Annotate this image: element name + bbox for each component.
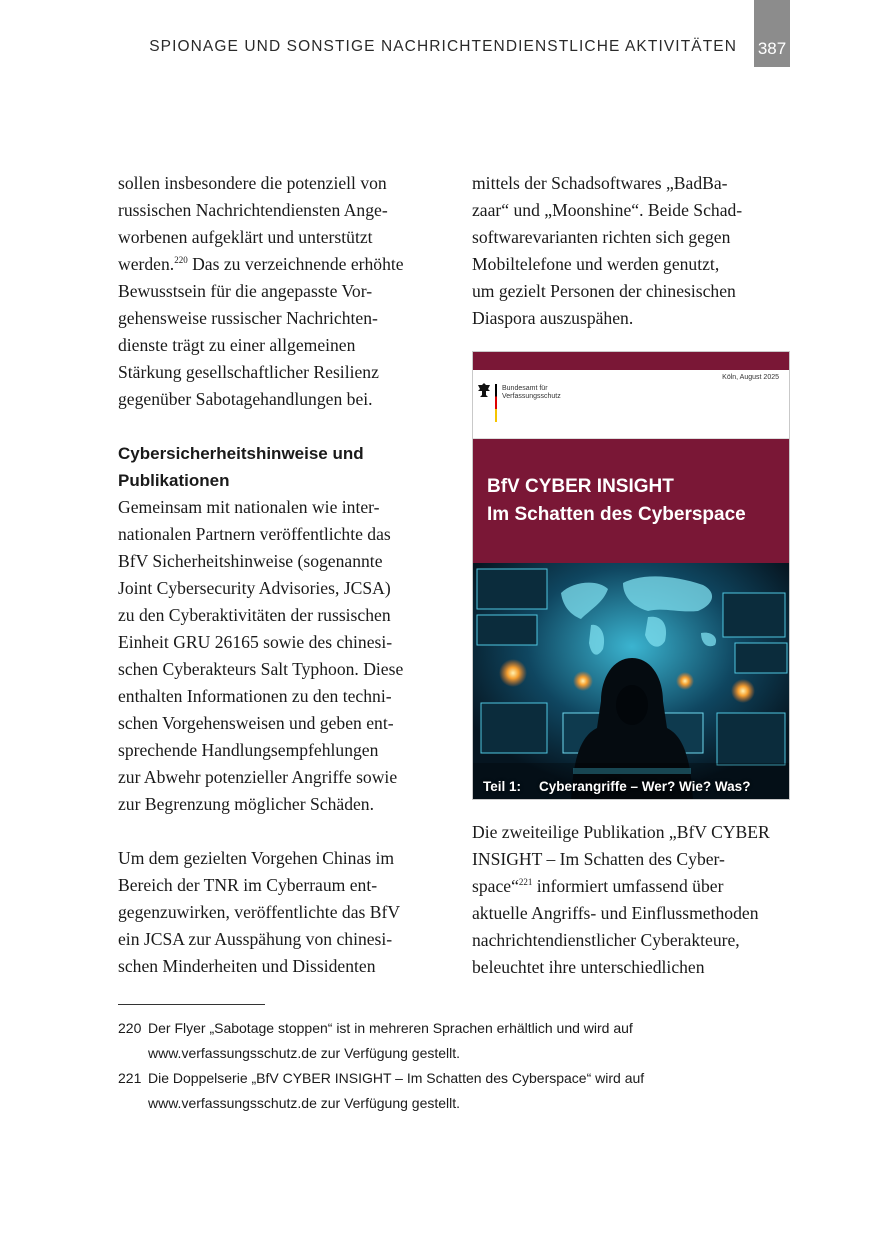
paragraph-china-tnr: Um dem gezielten Vorgehen Chinas im Bereich der TNR im Cyberraum ent- gegenzuwirken, veröffentlichte das BfV ein JCSA zur Ausspähung von chinesi- schen Minderheiten und Dissidenten (118, 848, 401, 976)
cover-header (473, 370, 789, 439)
footnote-220: 220 Der Flyer „Sabotage stoppen“ ist in mehreren Sprachen erhältlich und wird auf www.verfassungsschutz.de zur Verfügung gestellt. (118, 1020, 633, 1061)
cover-top-bar (473, 352, 789, 370)
footnote-divider (118, 1004, 265, 1005)
footnotes (118, 1016, 758, 1116)
paragraph-jcsa: Gemeinsam mit nationalen wie inter- nationalen Partnern veröffentlichte das BfV Sicherheitshinweise (sogenannte Joint Cybersecurity Advisories, JCSA) zu den Cyberaktivitäten der russischen Einheit GRU 26165 sowie des chinesi- schen Cyberakteurs Salt Typhoon. Diese enthalten Informationen zu den techni- schen Vorgehensweisen und geben ent- sprechende Handlungsempfehlungen zur Abwehr potenzieller Angriffe sowie zur Begrenzung möglicher Schäden. (118, 497, 404, 814)
cover-illustration (473, 563, 789, 800)
publication-cover-image (472, 351, 790, 800)
footnote-221: 221 Die Doppelserie „BfV CYBER INSIGHT – Im Schatten des Cyberspace“ wird auf www.verfassungsschutz.de zur Verfügung gestellt. (118, 1070, 645, 1111)
cover-subtitle: Im Schatten des Cyberspace (487, 504, 746, 525)
cover-date: Köln, August 2025 (722, 374, 779, 381)
paragraph-malware: mittels der Schadsoftwares „BadBa- zaar“ und „Moonshine“. Beide Schad- softwarevarianten richten sich gegen Mobiltelefone und werden genutzt, um gezielt Personen der chinesischen Diaspora auszuspähen. (472, 173, 743, 328)
section-heading: Cybersicherheitshinweise und Publikationen (118, 444, 364, 490)
left-column (118, 170, 448, 980)
hacker-world-map-illustration (473, 563, 790, 800)
cover-title: BfV CYBER INSIGHT (487, 476, 674, 497)
running-head: SPIONAGE UND SONSTIGE NACHRICHTENDIENSTLICHE AKTIVITÄTEN (149, 38, 737, 55)
paragraph-resilience: sollen insbesondere die potenziell von russischen Nachrichtendiensten Ange- worbenen aufgeklärt und unterstützt werden.$^{220}$ Das zu verzeichnende erhöhte Bewusstsein für die angepasste Vor- gehensweise russischer Nachrichten- dienste trägt zu einer allgemeinen Stärkung gesellschaftlicher Resilienz gegenüber Sabotagehandlungen bei. (118, 173, 404, 409)
german-flag-stripe (495, 384, 497, 422)
right-column-lower (472, 819, 802, 981)
footnote-ref-221: 221 (518, 877, 533, 887)
cover-title-band (473, 439, 789, 563)
paragraph-cyber-insight: Die zweiteilige Publikation „BfV CYBER INSIGHT – Im Schatten des Cyber- space“$^{221}$ informiert umfassend über aktuelle Angriffs- und Einflussmethoden nachrichtendienstlicher Cyberakteure, beleuchtet ihre unterschiedlichen (472, 822, 770, 977)
federal-eagle-icon (477, 382, 491, 398)
right-column (472, 170, 797, 332)
page-number: 387 (754, 0, 790, 67)
footnote-ref-220: 220 (174, 255, 188, 265)
cover-agency-name: Bundesamt für Verfassungsschutz (502, 385, 561, 400)
cover-caption: Teil 1: Cyberangriffe – Wer? Wie? Was? (483, 779, 751, 794)
